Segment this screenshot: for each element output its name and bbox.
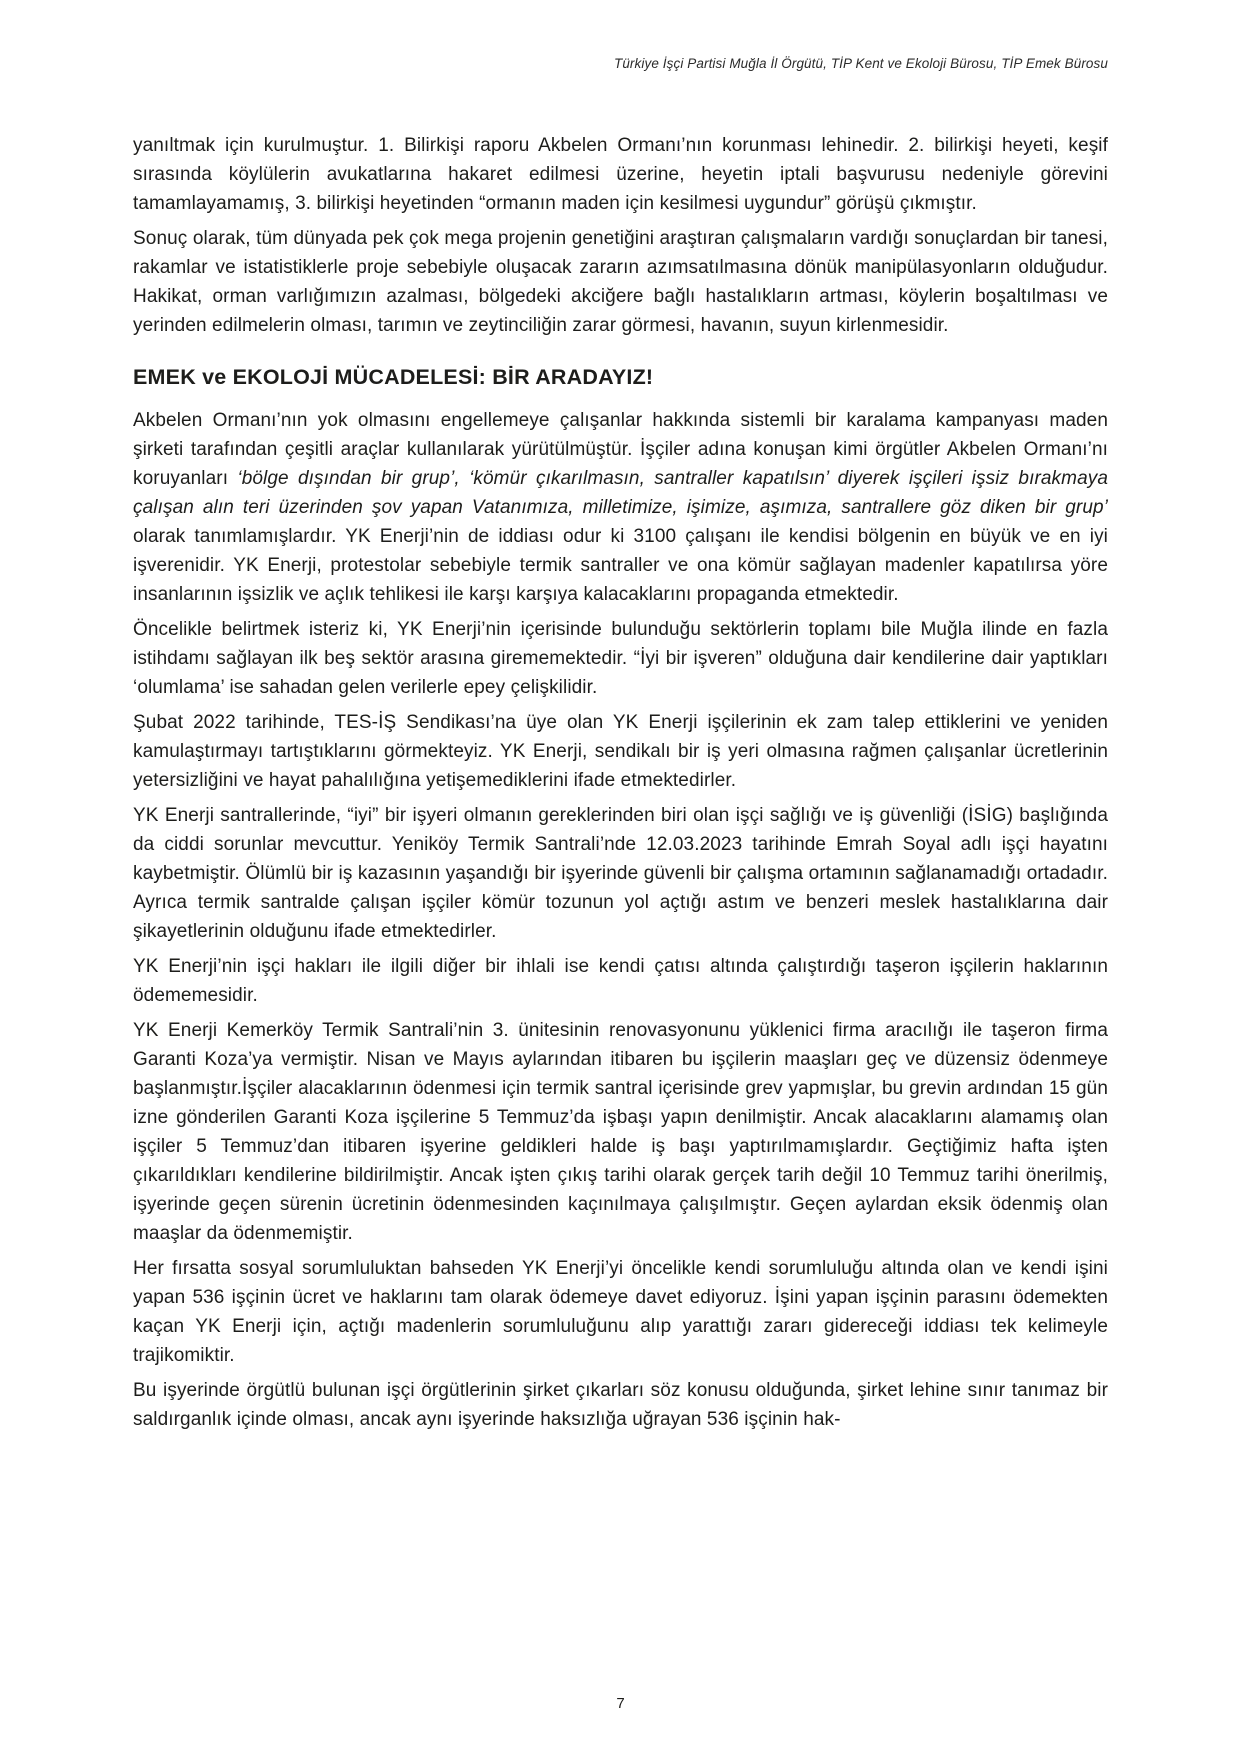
paragraph-text-italic: ‘bölge dışından bir grup’, ‘kömür çıkarılmasın, santraller kapatılsın’ diyerek işçileri işsiz bırakmaya çalışan alın teri üzerinden şov yapan Vatanımıza, milletimize, işimize, aşımıza, santrallere göz diken bir grup’ — [133, 468, 1109, 518]
section-heading: EMEK ve EKOLOJİ MÜCADELESİ: BİR ARADAYIZ! — [133, 365, 654, 389]
paragraph: YK Enerji’nin işçi hakları ile ilgili diğer bir ihlali ise kendi çatısı altında çalıştırdığı taşeron işçilerin haklarının ödememesidir. — [133, 956, 1108, 1006]
page-footer — [0, 1695, 1241, 1712]
paragraph: YK Enerji santrallerinde, “iyi” bir işyeri olmanın gereklerinden biri olan işçi sağlığı ve iş güvenliği (İSİG) başlığında da ciddi sorunlar mevcuttur. Yeniköy Termik Santrali’nde 12.03.2023 tarihinde Emrah Soyal adlı işçi hayatını kaybetmiştir. Ölümlü bir iş kazasının yaşandığı bir işyerinde güvenli bir çalışma ortamının sağlanamadığı ortadadır. Ayrıca termik santralde çalışan işçiler kömür tozunun yol açtığı astım ve benzeri meslek hastalıklarına dair şikayetlerinin olduğunu ifade etmektedirler. — [133, 805, 1108, 942]
paragraph-text: olarak tanımlamışlardır. YK Enerji’nin de iddiası odur ki 3100 çalışanı ile kendisi bölgenin en büyük ve en iyi işverenidir. YK Enerji, protestolar sebebiyle termik santraller ve ona kömür sağlayan madenler kapatılırsa yöre insanlarının işsizlik ve açlık tehlikesi ile karşı karşıya kalacaklarını propaganda etmektedir. — [133, 526, 1108, 605]
paragraph — [133, 406, 1108, 609]
page-number: 7 — [616, 1695, 625, 1712]
paragraph: Bu işyerinde örgütlü bulunan işçi örgütlerinin şirket çıkarları söz konusu olduğunda, şirket lehine sınır tanımaz bir saldırganlık içinde olması, ancak aynı işyerinde haksızlığa uğrayan 536 işçinin hak- — [133, 1380, 1108, 1430]
paragraph: Şubat 2022 tarihinde, TES-İŞ Sendikası’na üye olan YK Enerji işçilerinin ek zam talep ettiklerini ve yeniden kamulaştırmayı tartıştıklarını görmekteyiz. YK Enerji, sendikalı bir iş yeri olmasına rağmen çalışanlar ücretlerinin yetersizliğini ve hayat pahalılığına yetişemediklerini ifade etmektedirler. — [133, 712, 1108, 791]
paragraph: Sonuç olarak, tüm dünyada pek çok mega projenin genetiğini araştıran çalışmaların vardığı sonuçlardan bir tanesi, rakamlar ve istatistiklerle proje sebebiyle oluşacak zararın azımsatılmasına dönük manipülasyonların olduğudur. Hakikat, orman varlığımızın azalması, bölgedeki akciğere bağlı hastalıkların artması, köylerin boşaltılması ve yerinden edilmelerin olması, tarımın ve zeytinciliğin zarar görmesi, havanın, suyun kirlenmesidir. — [133, 228, 1108, 336]
paragraph: YK Enerji Kemerköy Termik Santrali’nin 3. ünitesinin renovasyonunu yüklenici firma aracılığı ile taşeron firma Garanti Koza’ya vermiştir. Nisan ve Mayıs aylarından itibaren bu işçilerin maaşları geç ve düzensiz ödenmeye başlanmıştır.İşçiler alacaklarının ödenmesi için termik santral içerisinde grev yapmışlar, bu grevin ardından 15 gün izne gönderilen Garanti Koza işçilerine 5 Temmuz’da işbaşı yapın denilmiştir. Ancak alacaklarını alamamış olan işçiler 5 Temmuz’dan itibaren işyerine geldikleri halde iş başı yaptırılmamışlardır. Geçtiğimiz hafta işten çıkarıldıkları kendilerine bildirilmiştir. Ancak işten çıkış tarihi olarak gerçek tarih değil 10 Temmuz tarihi önerilmiş, işyerinde geçen sürenin ücretinin ödenmesinden kaçınılmaya çalışılmıştır. Geçen aylardan eksik ödenmiş olan maaşlar da ödenmemiştir. — [133, 1020, 1108, 1244]
page-content — [133, 131, 1108, 1440]
running-header-text: Türkiye İşçi Partisi Muğla İl Örgütü, TİP Kent ve Ekoloji Bürosu, TİP Emek Bürosu — [613, 56, 1108, 71]
paragraph: Öncelikle belirtmek isteriz ki, YK Enerji’nin içerisinde bulunduğu sektörlerin toplamı bile Muğla ilinde en fazla istihdamı sağlayan ilk beş sektör arasına girememektedir. “İyi bir işveren” olduğuna dair kendilerine dair yaptıkları ‘olumlama’ ise sahadan gelen verilerle epey çelişkilidir. — [133, 619, 1108, 698]
paragraph: yanıltmak için kurulmuştur. 1. Bilirkişi raporu Akbelen Ormanı’nın korunması lehinedir. 2. bilirkişi heyeti, keşif sırasında köylülerin avukatlarına hakaret edilmesi üzerine, heyetin iptali başvurusu nedeniyle görevini tamamlayamamış, 3. bilirkişi heyetinden “ormanın maden için kesilmesi uygundur” görüşü çıkmıştır. — [133, 135, 1108, 214]
paragraph-text: Akbelen Ormanı’nın yok olmasını engellemeye çalışanlar hakkında sistemli bir karalama kampanyası maden şirketi tarafından çeşitli araçlar kullanılarak yürütülmüştür. İşçiler adına konuşan kimi örgütler Akbelen Ormanı’nı koruyanları — [133, 410, 1108, 489]
page-header — [133, 56, 1108, 71]
paragraph: Her fırsatta sosyal sorumluluktan bahseden YK Enerji’yi öncelikle kendi sorumluluğu altında olan ve kendi işini yapan 536 işçinin ücret ve haklarını tam olarak ödemeye davet ediyoruz. İşini yapan işçinin parasını ödemekten kaçan YK Enerji için, açtığı madenlerin sorumluluğunu alıp yarattığı zararı gidereceği iddiası tek kelimeyle trajikomiktir. — [133, 1258, 1108, 1366]
